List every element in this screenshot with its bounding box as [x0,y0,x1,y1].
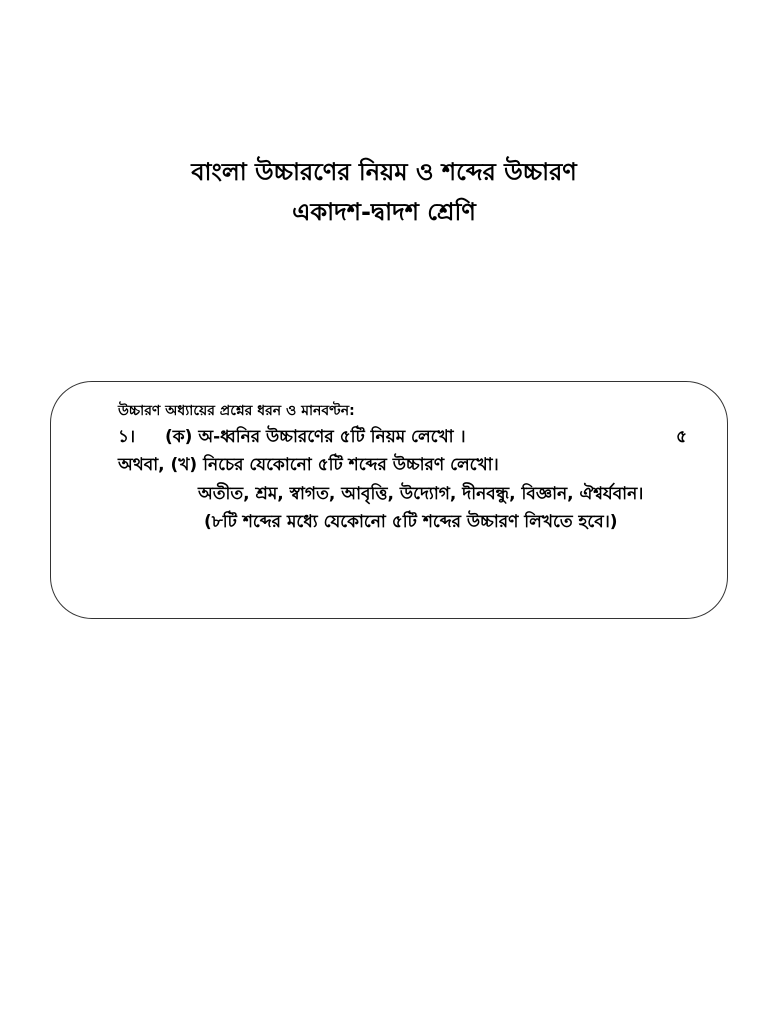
word-list: অতীত, শ্রম, স্বাগত, আবৃত্তি, উদ্যোগ, দীনবন্ধু, বিজ্ঞান, ঐশ্বর্যবান। [198,484,644,504]
document-subtitle: একাদশ-দ্বাদশ শ্রেণি [292,198,476,226]
question-number: ১। [118,427,136,447]
question-marks: ৫ [676,427,688,447]
document-title: বাংলা উচ্চারণের নিয়ম ও শব্দের উচ্চারণ [191,158,577,186]
question-option-b: অথবা, (খ) নিচের যেকোনো ৫টি শব্দের উচ্চারণ লেখো। [118,455,499,475]
question-box-heading: উচ্চারণ অধ্যায়ের প্রশ্নের ধরন ও মানবণ্টন: [118,403,355,419]
instruction-note: (৮টি শব্দের মধ্যে যেকোনো ৫টি শব্দের উচ্চারণ লিখতে হবে।) [204,512,618,532]
question-option-a: (ক) অ-ধ্বনির উচ্চারণের ৫টি নিয়ম লেখো । [165,427,466,447]
